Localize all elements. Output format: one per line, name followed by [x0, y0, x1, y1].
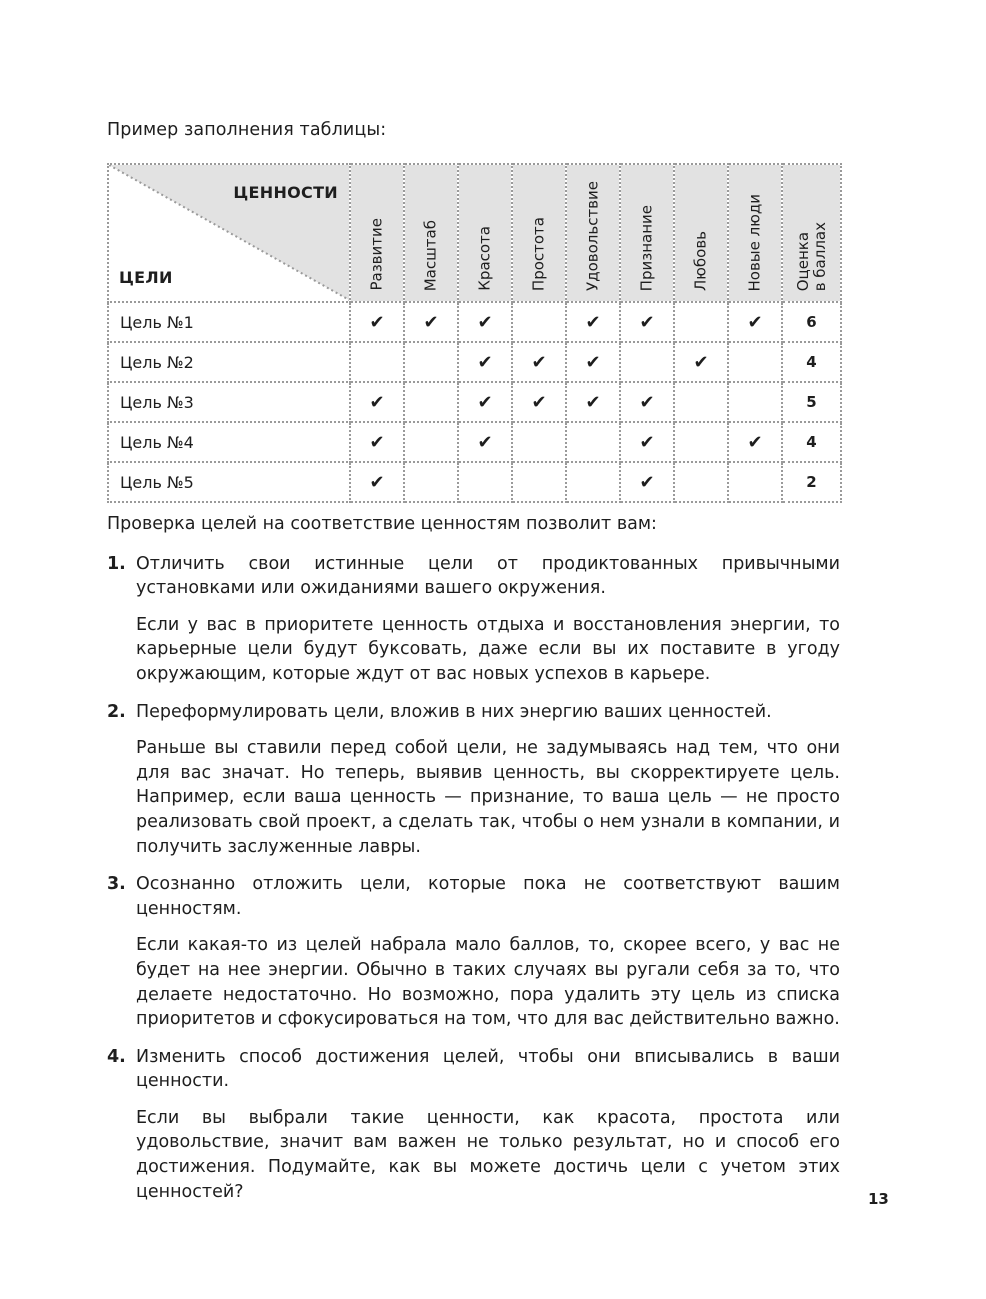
- list-item: [107, 1045, 840, 1205]
- check-mark-icon: ✔: [693, 351, 709, 373]
- table-row: [108, 302, 841, 342]
- empty-cell: [674, 422, 728, 462]
- empty-cell: [728, 382, 782, 422]
- empty-cell: [404, 422, 458, 462]
- goal-label: Цель №2: [108, 342, 350, 382]
- check-mark-icon: ✔: [747, 311, 763, 333]
- item-point: Изменить способ достижения целей, чтобы они вписывались в ваши ценности.: [136, 1046, 840, 1092]
- lead-paragraph: Проверка целей на соответствие ценностям позволит вам:: [107, 514, 657, 534]
- item-point: Отличить свои истинные цели от продиктованных привычными установками или ожиданиями вашего окружения.: [136, 553, 840, 599]
- check-mark-icon: ✔: [369, 311, 385, 333]
- empty-cell: [512, 302, 566, 342]
- values-goals-table: [107, 163, 840, 493]
- table-row: [108, 422, 841, 462]
- check-mark-icon: ✔: [477, 351, 493, 373]
- corner-goals-label: ЦЕЛИ: [119, 268, 173, 287]
- check-cell: [458, 382, 512, 422]
- score-cell: 4: [782, 422, 841, 462]
- check-cell: [350, 302, 404, 342]
- check-mark-icon: ✔: [369, 391, 385, 413]
- table-row: [108, 342, 841, 382]
- check-mark-icon: ✔: [477, 311, 493, 333]
- item-number: 1.: [107, 553, 126, 574]
- column-header: Любовь: [674, 164, 728, 302]
- page-number: 13: [868, 1190, 889, 1208]
- table-header-row: [108, 164, 841, 302]
- empty-cell: [674, 382, 728, 422]
- check-mark-icon: ✔: [369, 431, 385, 453]
- column-header: Простота: [512, 164, 566, 302]
- score-cell: 5: [782, 382, 841, 422]
- empty-cell: [404, 342, 458, 382]
- check-mark-icon: ✔: [531, 391, 547, 413]
- table-body: [108, 302, 841, 502]
- check-cell: [512, 382, 566, 422]
- check-mark-icon: ✔: [585, 351, 601, 373]
- table-intro: Пример заполнения таблицы:: [107, 120, 387, 140]
- check-cell: [620, 302, 674, 342]
- empty-cell: [728, 342, 782, 382]
- item-number: 2.: [107, 701, 126, 722]
- empty-cell: [350, 342, 404, 382]
- check-cell: [566, 382, 620, 422]
- item-explanation: Раньше вы ставили перед собой цели, не задумываясь над тем, что они для вас значат. Но теперь, выявив ценность, вы скорректируете цель. Например, если ваша ценность — признание, то ваша цель — не просто реализовать свой проект, а сделать так, чтобы о нем узнали в компании, и получить заслуженные лавры.: [136, 738, 840, 857]
- check-mark-icon: ✔: [531, 351, 547, 373]
- goal-label: Цель №5: [108, 462, 350, 502]
- empty-cell: [674, 302, 728, 342]
- table-corner-cell: [108, 164, 350, 302]
- column-header: Признание: [620, 164, 674, 302]
- corner-values-label: ЦЕННОСТИ: [233, 183, 338, 202]
- check-cell: [620, 422, 674, 462]
- check-mark-icon: ✔: [639, 311, 655, 333]
- check-cell: [512, 342, 566, 382]
- check-mark-icon: ✔: [639, 391, 655, 413]
- check-mark-icon: ✔: [423, 311, 439, 333]
- check-cell: [566, 342, 620, 382]
- item-point: Осознанно отложить цели, которые пока не соответствуют вашим ценностям.: [136, 874, 840, 919]
- score-column-header: [782, 164, 841, 302]
- check-cell: [350, 422, 404, 462]
- score-cell: 4: [782, 342, 841, 382]
- main-text: [107, 512, 840, 1204]
- check-cell: [350, 462, 404, 502]
- check-mark-icon: ✔: [639, 471, 655, 493]
- empty-cell: [404, 382, 458, 422]
- table-row: [108, 382, 841, 422]
- check-cell: [674, 342, 728, 382]
- column-header: Красота: [458, 164, 512, 302]
- column-header: Удовольствие: [566, 164, 620, 302]
- empty-cell: [728, 462, 782, 502]
- empty-cell: [566, 422, 620, 462]
- item-point: Переформулировать цели, вложив в них энергию ваших ценностей.: [136, 701, 772, 722]
- empty-cell: [512, 462, 566, 502]
- check-cell: [728, 302, 782, 342]
- table-row: [108, 462, 841, 502]
- score-header-line1: Оценка: [793, 231, 812, 291]
- column-header: Масштаб: [404, 164, 458, 302]
- check-mark-icon: ✔: [585, 311, 601, 333]
- item-explanation: Если вы выбрали такие ценности, как красота, простота или удовольствие, значит вам важен не только результат, но и способ его достижения. Подумайте, как вы можете достичь цели с учетом этих ценностей?: [136, 1107, 840, 1202]
- check-mark-icon: ✔: [639, 431, 655, 453]
- list-item: [107, 700, 840, 860]
- item-number: 4.: [107, 1046, 126, 1067]
- empty-cell: [566, 462, 620, 502]
- column-header: Развитие: [350, 164, 404, 302]
- check-mark-icon: ✔: [585, 391, 601, 413]
- goal-label: Цель №1: [108, 302, 350, 342]
- check-cell: [620, 462, 674, 502]
- score-header-line2: в баллах: [810, 221, 829, 291]
- check-mark-icon: ✔: [369, 471, 385, 493]
- check-cell: [458, 302, 512, 342]
- check-cell: [728, 422, 782, 462]
- empty-cell: [674, 462, 728, 502]
- column-header: Новые люди: [728, 164, 782, 302]
- empty-cell: [404, 462, 458, 502]
- check-mark-icon: ✔: [477, 431, 493, 453]
- score-cell: 6: [782, 302, 841, 342]
- check-mark-icon: ✔: [477, 391, 493, 413]
- empty-cell: [620, 342, 674, 382]
- list-item: [107, 872, 840, 1032]
- check-cell: [458, 422, 512, 462]
- item-number: 3.: [107, 874, 126, 895]
- list-item: [107, 552, 840, 687]
- check-cell: [350, 382, 404, 422]
- item-explanation: Если какая-то из целей набрала мало баллов, то, скорее всего, у вас не будет на нее энергии. Обычно в таких случаях вы ругали себя за то, что делаете недостаточно. Но возможно, пора удалить эту цель из списка приоритетов и сфокусироваться на том, что для вас действительно важно.: [136, 935, 840, 1030]
- check-cell: [566, 302, 620, 342]
- goal-label: Цель №3: [108, 382, 350, 422]
- score-cell: 2: [782, 462, 841, 502]
- check-cell: [458, 342, 512, 382]
- check-cell: [404, 302, 458, 342]
- item-explanation: Если у вас в приоритете ценность отдыха и восстановления энергии, то карьерные цели будут буксовать, даже если вы их поставите в угоду окружающим, которые ждут от вас новых успехов в карьере.: [136, 614, 840, 684]
- empty-cell: [458, 462, 512, 502]
- check-cell: [620, 382, 674, 422]
- empty-cell: [512, 422, 566, 462]
- goal-label: Цель №4: [108, 422, 350, 462]
- check-mark-icon: ✔: [747, 431, 763, 453]
